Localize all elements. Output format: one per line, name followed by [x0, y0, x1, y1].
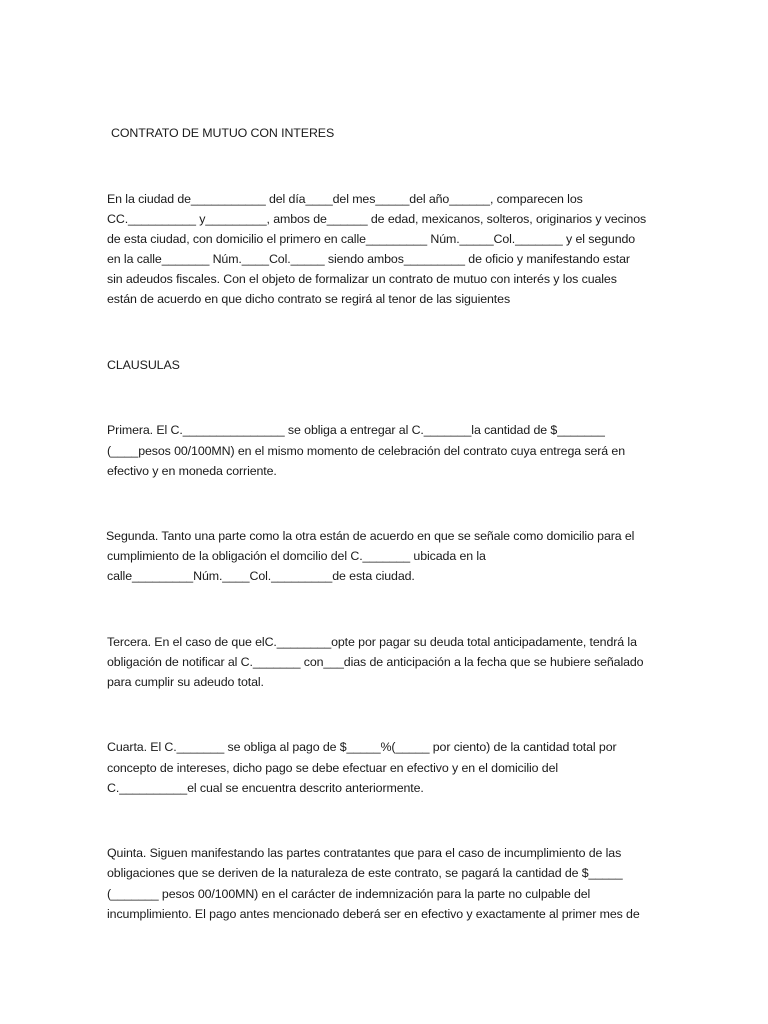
intro-line: en la calle_______ Núm.____Col._____ siendo ambos_________ de oficio y manifestando estar	[107, 252, 630, 266]
clausula-line: calle_________Núm.____Col._________de esta ciudad.	[107, 569, 415, 583]
clausula-line: C.__________el cual se encuentra descrito anteriormente.	[107, 781, 424, 795]
intro-line: están de acuerdo en que dicho contrato se regirá al tenor de las siguientes	[107, 292, 511, 306]
clausula-line: (_______ pesos 00/100MN) en el carácter de indemnización para la parte no culpable del	[107, 887, 591, 901]
clausula-line: concepto de intereses, dicho pago se debe efectuar en efectivo y en el domicilio del	[107, 761, 559, 775]
clausulas-heading: CLAUSULAS	[107, 358, 180, 372]
intro-line: de esta ciudad, con domicilio el primero en calle_________ Núm._____Col._______ y el segundo	[107, 232, 636, 246]
clausula-line: cumplimiento de la obligación el domcilio del C._______ ubicada en la	[107, 549, 486, 563]
clausula-line: Segunda. Tanto una parte como la otra están de acuerdo en que se señale como domicilio para el	[106, 529, 635, 543]
intro-line: sin adeudos fiscales. Con el objeto de formalizar un contrato de mutuo con interés y los cuales	[107, 272, 617, 286]
clausula-line: (____pesos 00/100MN) en el mismo momento de celebración del contrato cuya entrega será en	[107, 444, 625, 458]
clausula-line: Primera. El C._______________ se obliga a entregar al C._______la cantidad de $_______	[107, 423, 605, 437]
document-title: CONTRATO DE MUTUO CON INTERES	[111, 126, 335, 140]
clausula-line: para cumplir su adeudo total.	[107, 675, 264, 689]
intro-line: CC.__________ y_________, ambos de______ de edad, mexicanos, solteros, originarios y vecinos	[107, 212, 647, 226]
clausula-line: Cuarta. El C._______ se obliga al pago de $_____%(_____ por ciento) de la cantidad total por	[107, 740, 617, 754]
clausula-line: Quinta. Siguen manifestando las partes contratantes que para el caso de incumplimiento de las	[107, 846, 622, 860]
clausula-line: obligación de notificar al C._______ con___dias de anticipación a la fecha que se hubiere señalado	[107, 655, 644, 669]
clausula-line: Tercera. En el caso de que elC.________opte por pagar su deuda total anticipadamente, tendrá la	[107, 635, 637, 649]
intro-line: En la ciudad de___________ del día____del mes_____del año______, comparecen los	[107, 192, 583, 206]
clausula-line: obligaciones que se deriven de la naturaleza de este contrato, se pagará la cantidad de $_____	[107, 866, 623, 880]
clausula-line: efectivo y en moneda corriente.	[107, 464, 277, 478]
clausula-line: incumplimiento. El pago antes mencionado deberá ser en efectivo y exactamente al primer mes de	[107, 907, 640, 921]
